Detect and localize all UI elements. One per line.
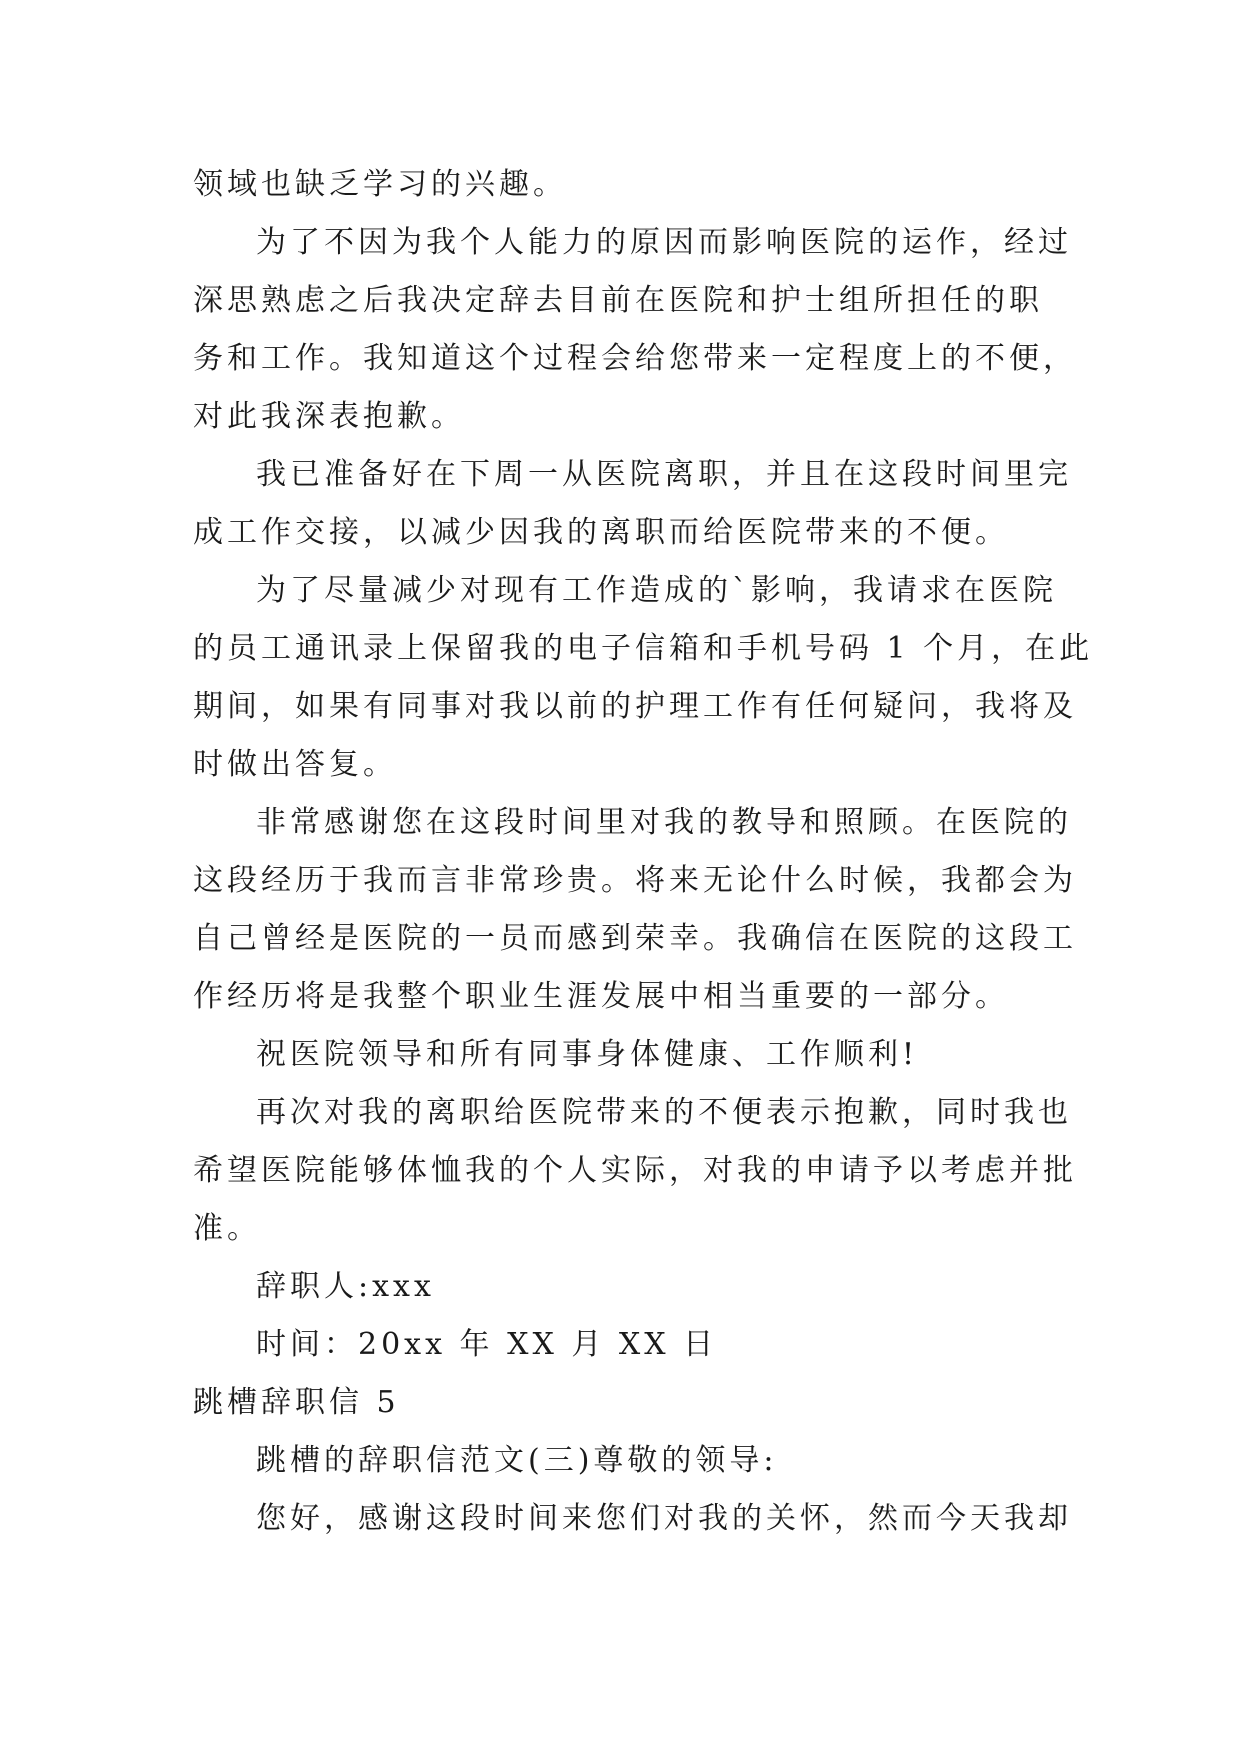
text-line: 领域也缺乏学习的兴趣。 xyxy=(193,167,567,202)
text-line: 希望医院能够体恤我的个人实际，对我的申请予以考虑并批 xyxy=(193,1153,1077,1188)
paragraph-first-line: 我已准备好在下周一从医院离职，并且在这段时间里完 xyxy=(256,457,1072,492)
paragraph-first-line: 非常感谢您在这段时间里对我的教导和照顾。在医院的 xyxy=(256,805,1072,840)
signature-line: 辞职人:xxx xyxy=(256,1269,435,1304)
text-line: 这段经历于我而言非常珍贵。将来无论什么时候，我都会为 xyxy=(193,863,1077,898)
paragraph-first-line: 再次对我的离职给医院带来的不便表示抱歉，同时我也 xyxy=(256,1095,1072,1130)
paragraph-first-line: 为了不因为我个人能力的原因而影响医院的运作，经过 xyxy=(256,225,1072,260)
paragraph-first-line: 祝医院领导和所有同事身体健康、工作顺利! xyxy=(256,1037,919,1072)
text-line: 准。 xyxy=(193,1211,261,1246)
paragraph-first-line: 为了尽量减少对现有工作造成的`影响，我请求在医院 xyxy=(256,573,1057,608)
text-line: 务和工作。我知道这个过程会给您带来一定程度上的不便， xyxy=(193,341,1077,376)
text-line: 的员工通讯录上保留我的电子信箱和手机号码 1 个月，在此 xyxy=(193,631,1094,666)
date-line: 时间：20xx 年 XX 月 XX 日 xyxy=(256,1327,718,1362)
text-line: 时做出答复。 xyxy=(193,747,397,782)
text-line: 作经历将是我整个职业生涯发展中相当重要的一部分。 xyxy=(193,979,1009,1014)
text-line: 对此我深表抱歉。 xyxy=(193,399,465,434)
text-line: 自己曾经是医院的一员而感到荣幸。我确信在医院的这段工 xyxy=(193,921,1077,956)
salutation-line: 跳槽的辞职信范文(三)尊敬的领导: xyxy=(256,1443,778,1478)
text-line: 期间，如果有同事对我以前的护理工作有任何疑问，我将及 xyxy=(193,689,1077,724)
text-line: 成工作交接，以减少因我的离职而给医院带来的不便。 xyxy=(193,515,1009,550)
section-heading: 跳槽辞职信 5 xyxy=(193,1385,400,1420)
paragraph-first-line: 您好，感谢这段时间来您们对我的关怀，然而今天我却 xyxy=(256,1501,1072,1536)
text-line: 深思熟虑之后我决定辞去目前在医院和护士组所担任的职 xyxy=(193,283,1043,318)
